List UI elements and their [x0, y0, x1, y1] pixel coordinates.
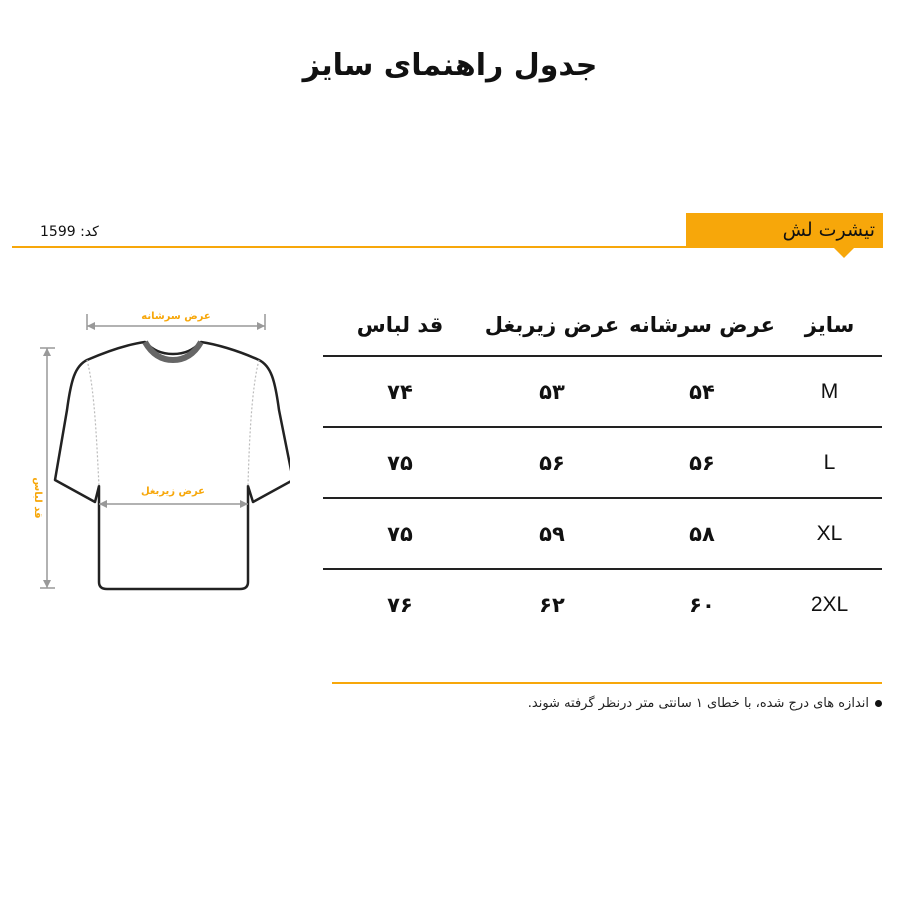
table-row — [323, 356, 882, 427]
bullet-icon — [875, 700, 882, 707]
tab-pointer — [834, 248, 854, 258]
chest-cell: ۵۶ — [477, 427, 627, 498]
header-chest-width: عرض زیربغل — [477, 295, 627, 356]
chest-cell: ۵۳ — [477, 356, 627, 427]
header-size: سایز — [777, 295, 882, 356]
shoulder-width-label: عرض سرشانه — [141, 311, 211, 322]
shirt-outline — [55, 342, 290, 589]
shoulder-cell: ۵۶ — [627, 427, 777, 498]
table-header-row — [323, 295, 882, 356]
header-divider — [12, 246, 686, 248]
shoulder-cell: ۵۴ — [627, 356, 777, 427]
size-cell: 2XL — [810, 592, 849, 616]
length-cell: ۷۵ — [323, 498, 477, 569]
chest-cell: ۶۲ — [539, 592, 565, 617]
length-cell: ۷۴ — [323, 356, 477, 427]
header-shoulder-width: عرض سرشانه — [627, 295, 777, 356]
table-row — [323, 427, 882, 498]
size-table — [323, 295, 882, 639]
tshirt-diagram — [15, 300, 290, 600]
size-cell: L — [777, 427, 882, 498]
length-label: قد لباس — [32, 477, 43, 519]
note-text: اندازه های درج شده، با خطای ۱ سانتی متر درنظر گرفته شوند. — [527, 696, 869, 711]
measurement-note — [528, 696, 882, 711]
chest-width-label: عرض زیربغل — [140, 486, 206, 497]
chest-cell: ۵۹ — [477, 498, 627, 569]
product-name-tab: تیشرت لش — [686, 213, 883, 248]
size-cell: M — [777, 356, 882, 427]
shoulder-cell: ۵۸ — [627, 498, 777, 569]
size-cell: XL — [777, 498, 882, 569]
product-code: کد: 1599 — [40, 224, 99, 240]
length-cell: ۷۶ — [387, 592, 413, 617]
header-length: قد لباس — [323, 295, 477, 356]
footer-divider — [332, 682, 882, 684]
page-title: جدول راهنمای سایز — [302, 48, 598, 83]
table-row — [323, 498, 882, 569]
length-cell: ۷۵ — [323, 427, 477, 498]
table-row — [323, 569, 882, 639]
shoulder-cell: ۶۰ — [689, 592, 715, 617]
